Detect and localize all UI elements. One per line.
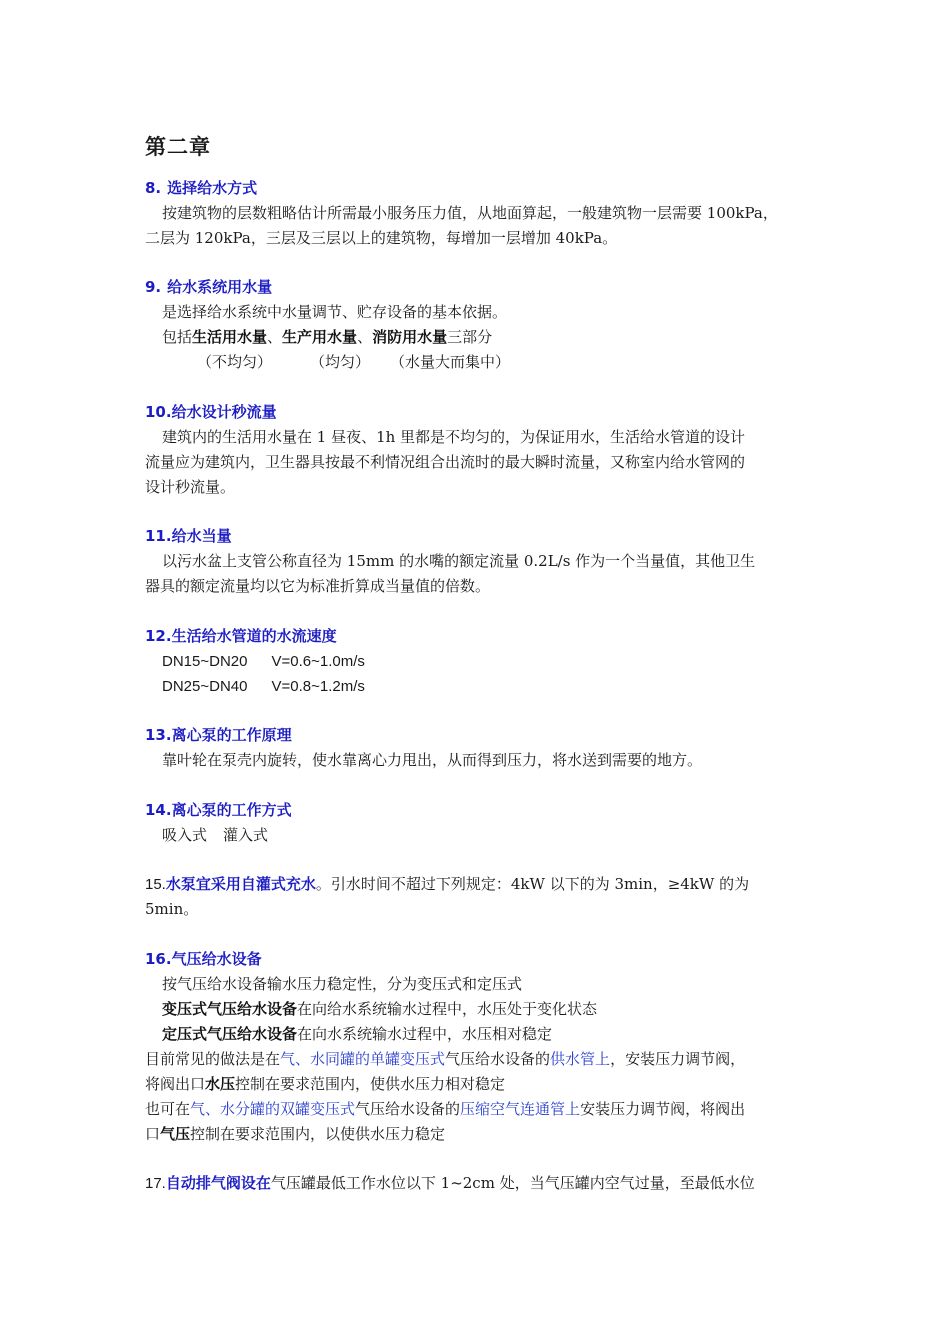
paragraph-line: 设计秒流量。 [145,478,236,496]
paragraph-line [145,997,815,1022]
section-title: 离心泵的工作原理 [171,726,292,744]
section-14 [145,798,815,848]
term-water-pressure: 水压 [205,1075,236,1093]
section-number: 14. [145,801,172,819]
paragraph-line: 器具的额定流量均以它为标准折算成当量值的倍数。 [145,577,491,595]
section-heading [145,624,815,649]
text-run: 、 [267,328,283,346]
section-title: 生活给水管道的水流速度 [171,627,337,645]
section-heading [145,400,815,425]
text-run: 安装压力调节阀，将阀出 [580,1100,746,1118]
highlight-text: 气、水同罐的单罐变压式 [280,1050,446,1068]
highlight-text: 压缩空气连通管上 [460,1100,581,1118]
text-run: 。引水时间不超过下列规定：4kW 以下的为 3min，≥4kW 的为 [315,875,750,893]
highlight-text: 气、水分罐的双罐变压式 [190,1100,356,1118]
text-run: 在向水系统输水过程中，水压相对稳定 [297,1025,553,1043]
mode-suction: 吸入式 [162,826,208,844]
section-17 [145,1171,815,1196]
section-9 [145,275,815,375]
section-15 [145,872,815,922]
section-heading [145,947,815,972]
text-run: 控制在要求范围内，使供水压力相对稳定 [235,1075,506,1093]
paragraph-line [145,325,815,350]
text-run: 包括 [162,328,193,346]
text-run: 也可在 [145,1100,191,1118]
text-run: 、 [357,328,373,346]
paragraph-line: 按气压给水设备输水压力稳定性，分为变压式和定压式 [162,975,523,993]
pipe-diameter: DN25~DN40 [162,678,248,695]
paragraph-line [145,1072,815,1097]
paragraph-line: 二层为 120kPa，三层及三层以上的建筑物，每增加一层增加 40kPa。 [145,229,618,247]
text-run: 将阀出口 [145,1075,206,1093]
paragraph-line: 5min。 [145,900,199,918]
section-number: 12. [145,627,172,645]
section-title: 选择给水方式 [167,179,258,197]
section-title: 给水设计秒流量 [171,403,277,421]
term-variable-pressure: 变压式气压给水设备 [162,1000,298,1018]
section-heading [145,524,815,549]
paragraph-line [145,1047,815,1072]
flow-velocity: V=0.8~1.2m/s [271,678,365,695]
paragraph-line [145,823,815,848]
paragraph-line: 按建筑物的层数粗略估计所需最小服务压力值，从地面算起，一般建筑物一层需要 100kPa， [162,204,778,222]
paragraph-line [145,872,815,897]
text-run: 气压给水设备的 [355,1100,461,1118]
section-heading [145,176,815,201]
term-production-water: 生产用水量 [282,328,358,346]
text-run: 在向给水系统输水过程中，水压处于变化状态 [297,1000,598,1018]
paragraph-line: 是选择给水系统中水量调节、贮存设备的基本依据。 [162,303,508,321]
note-concentrated: （水量大而集中） [390,353,511,371]
text-run: 三部分 [447,328,493,346]
note-even: （均匀） [310,353,371,371]
section-number: 13. [145,726,172,744]
paragraph-line: 流量应为建筑内，卫生器具按最不利情况组合出流时的最大瞬时流量，又称室内给水管网的 [145,453,746,471]
section-title: 给水当量 [171,527,232,545]
section-number: 16. [145,950,172,968]
velocity-row [145,674,815,699]
paragraph-line [145,1122,815,1147]
text-run: 口 [145,1125,161,1143]
text-run: 目前常见的做法是在 [145,1050,281,1068]
flow-velocity: V=0.6~1.0m/s [271,653,365,670]
section-10 [145,400,815,500]
section-heading [145,798,815,823]
section-number: 10. [145,403,172,421]
term-domestic-water: 生活用水量 [192,328,268,346]
highlight-text: 自动排气阀设在 [165,1174,271,1192]
mode-flooded: 灌入式 [223,826,269,844]
text-run: 气压给水设备的 [445,1050,551,1068]
section-title: 离心泵的工作方式 [171,801,292,819]
section-number: 8. [145,179,162,197]
paragraph-line [145,1022,815,1047]
text-run: ，安装压力调节阀， [610,1050,746,1068]
pipe-diameter: DN15~DN20 [162,653,248,670]
section-title: 给水系统用水量 [167,278,273,296]
velocity-row [145,649,815,674]
paragraph-line: 靠叶轮在泵壳内旋转，使水靠离心力甩出，从而得到压力，将水送到需要的地方。 [162,751,703,769]
section-12 [145,624,815,699]
paragraph-line [145,350,815,375]
section-8 [145,176,815,251]
section-title: 气压给水设备 [171,950,262,968]
section-number: 9. [145,278,162,296]
paragraph-line: 以污水盆上支管公称直径为 15mm 的水嘴的额定流量 0.2L/s 作为一个当量值，其他卫生 [162,552,756,570]
chapter-title: 第二章 [145,134,211,159]
term-constant-pressure: 定压式气压给水设备 [162,1025,298,1043]
section-16 [145,947,815,1147]
highlight-text: 供水管上 [550,1050,611,1068]
section-number: 17. [145,1175,166,1192]
section-heading [145,723,815,748]
section-heading [145,275,815,300]
section-number: 15. [145,876,166,893]
text-run: 控制在要求范围内，以使供水压力稳定 [190,1125,446,1143]
section-number: 11. [145,527,172,545]
paragraph-line [145,1097,815,1122]
term-air-pressure: 气压 [160,1125,191,1143]
section-13 [145,723,815,773]
text-run: 气压罐最低工作水位以下 1~2cm 处，当气压罐内空气过量，至最低水位 [270,1174,755,1192]
note-uneven: （不均匀） [197,353,273,371]
highlight-text: 水泵宜采用自灌式充水 [165,875,316,893]
term-fire-water: 消防用水量 [372,328,448,346]
section-11 [145,524,815,599]
paragraph-line [145,1171,815,1196]
paragraph-line: 建筑内的生活用水量在 1 昼夜、1h 里都是不均匀的，为保证用水，生活给水管道的设计 [162,428,746,446]
